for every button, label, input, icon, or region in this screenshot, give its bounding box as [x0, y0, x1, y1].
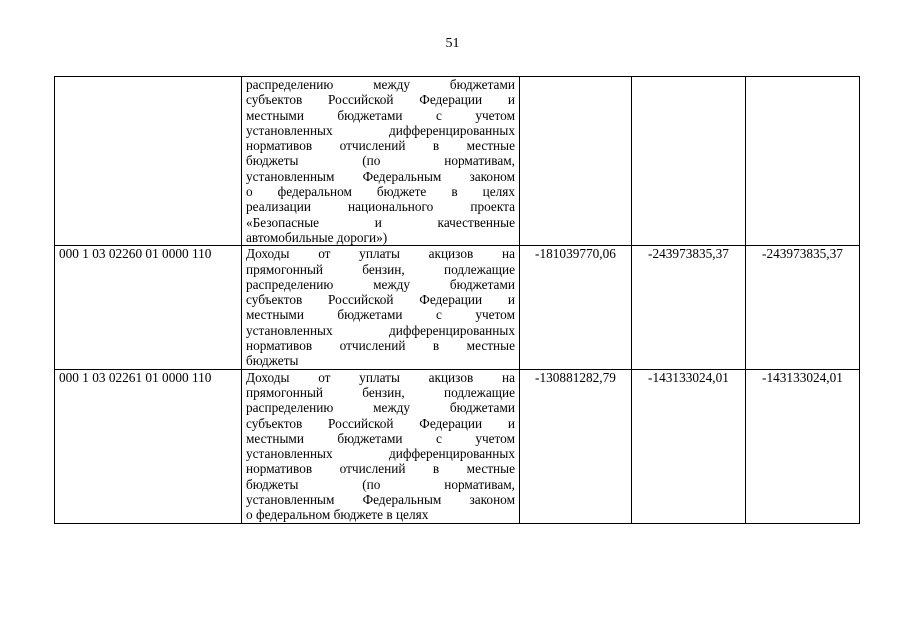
- description-line: «Безопасные и качественные: [246, 214, 515, 230]
- amount-cell-3: -143133024,01: [746, 369, 860, 523]
- description-line: установленных дифференцированных: [246, 122, 515, 138]
- page-number: 51: [445, 36, 460, 51]
- description-line: установленным Федеральным законом: [246, 168, 515, 184]
- revenue-description: [242, 77, 520, 246]
- description-line: субъектов Российской Федерации и: [246, 92, 515, 108]
- description-line: местными бюджетами с учетом: [246, 430, 515, 446]
- description-line: Доходы от уплаты акцизов на: [246, 369, 515, 385]
- description-line: о федеральном бюджете в целях: [246, 184, 515, 200]
- description-line: распределению между бюджетами: [246, 400, 515, 416]
- description-line: распределению между бюджетами: [246, 276, 515, 292]
- description-line: установленных дифференцированных: [246, 446, 515, 462]
- budget-classification-code: 000 1 03 02261 01 0000 110: [55, 369, 242, 523]
- description-line: местными бюджетами с учетом: [246, 307, 515, 323]
- budget-classification-code: [55, 77, 242, 246]
- description-line: прямогонный бензин, подлежащие: [246, 261, 515, 277]
- amount-cell-1: -130881282,79: [520, 369, 632, 523]
- description-line: прямогонный бензин, подлежащие: [246, 384, 515, 400]
- description-line: реализации национального проекта: [246, 199, 515, 215]
- description-line: бюджеты (по нормативам,: [246, 153, 515, 169]
- amount-cell-3: -243973835,37: [746, 246, 860, 369]
- description-line: нормативов отчислений в местные: [246, 461, 515, 477]
- revenue-description: [242, 369, 520, 523]
- description-line: распределению между бюджетами: [246, 77, 515, 92]
- description-line: Доходы от уплаты акцизов на: [246, 246, 515, 262]
- description-line: автомобильные дороги»): [246, 229, 388, 245]
- amount-cell-2: [632, 77, 746, 246]
- description-line: субъектов Российской Федерации и: [246, 415, 515, 431]
- description-line: бюджеты: [246, 353, 299, 369]
- amount-cell-1: -181039770,06: [520, 246, 632, 369]
- amount-cell-2: -243973835,37: [632, 246, 746, 369]
- revenue-description: [242, 246, 520, 369]
- description-line: о федеральном бюджете в целях: [246, 507, 429, 523]
- budget-table: [54, 76, 860, 524]
- description-line: бюджеты (по нормативам,: [246, 476, 515, 492]
- table-body: [55, 77, 860, 524]
- description-line: установленным Федеральным законом: [246, 492, 515, 508]
- description-line: нормативов отчислений в местные: [246, 338, 515, 354]
- description-line: установленных дифференцированных: [246, 322, 515, 338]
- description-line: нормативов отчислений в местные: [246, 138, 515, 154]
- amount-cell-1: [520, 77, 632, 246]
- table-row: [55, 246, 860, 369]
- amount-cell-2: -143133024,01: [632, 369, 746, 523]
- description-line: субъектов Российской Федерации и: [246, 292, 515, 308]
- amount-cell-3: [746, 77, 860, 246]
- description-line: местными бюджетами с учетом: [246, 107, 515, 123]
- table-row: [55, 77, 860, 246]
- budget-classification-code: 000 1 03 02260 01 0000 110: [55, 246, 242, 369]
- table-row: [55, 369, 860, 523]
